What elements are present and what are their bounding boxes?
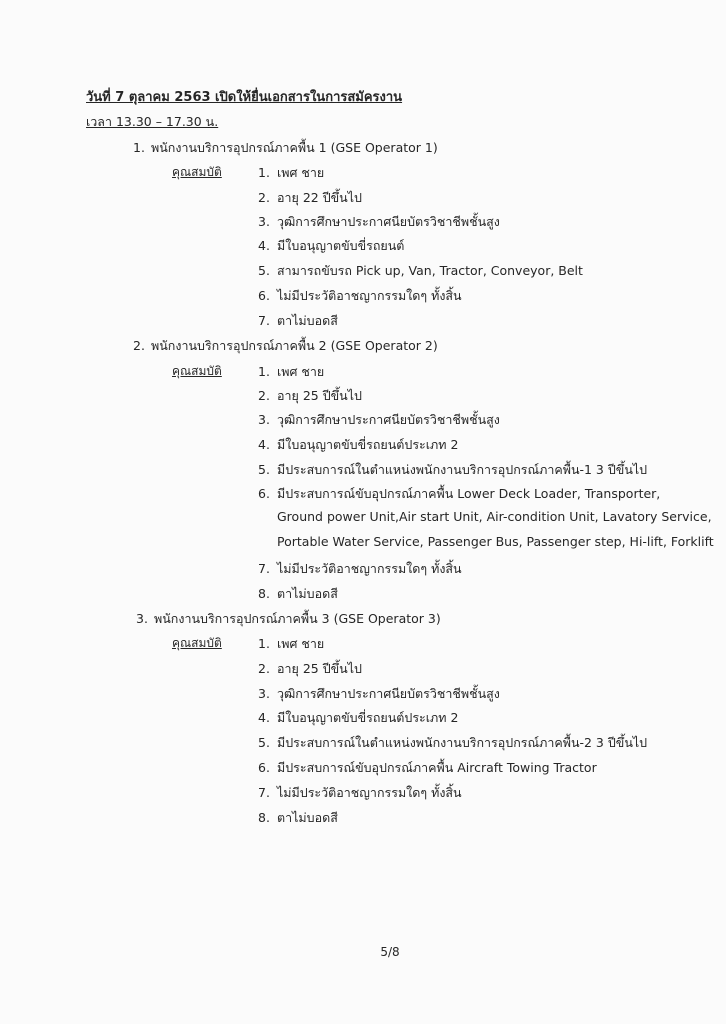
list-item: 6. ไม่มีประวัติอาชญากรรมใดๆ ทั้งสิ้น — [258, 288, 462, 303]
list-item: 6. มีประสบการณ์ขับอุปกรณ์ภาคพื้น Aircraft Towing Tractor — [258, 760, 597, 775]
page-number: 5/8 — [380, 945, 400, 959]
position-number: 2. — [133, 338, 145, 353]
list-item: 7. ตาไม่บอดสี — [258, 313, 338, 328]
list-item: 2. อายุ 25 ปีขึ้นไป — [258, 388, 362, 403]
position-name: พนักงานบริการอุปกรณ์ภาคพื้น 3 (GSE Operator 3) — [154, 611, 441, 626]
list-item: 3. วุฒิการศึกษาประกาศนียบัตรวิชาชีพชั้นสูง — [258, 412, 500, 427]
qualification-label: คุณสมบัติ — [172, 364, 222, 378]
list-item: 7. ไม่มีประวัติอาชญากรรมใดๆ ทั้งสิ้น — [258, 785, 462, 800]
list-item-continuation: Ground power Unit,Air start Unit, Air-condition Unit, Lavatory Service, — [277, 509, 712, 524]
position-title-2 — [133, 336, 438, 356]
list-item: 7. ไม่มีประวัติอาชญากรรมใดๆ ทั้งสิ้น — [258, 561, 462, 576]
list-item: 4. มีใบอนุญาตขับขี่รถยนต์ — [258, 238, 405, 253]
position-title-1 — [133, 138, 438, 158]
page-title: วันที่ 7 ตุลาคม 2563 เปิดให้ยื่นเอกสารในการสมัครงาน — [86, 90, 403, 105]
list-item: 3. วุฒิการศึกษาประกาศนียบัตรวิชาชีพชั้นสูง — [258, 214, 500, 229]
list-item: 8. ตาไม่บอดสี — [258, 810, 338, 825]
list-item: 2. อายุ 22 ปีขึ้นไป — [258, 190, 362, 205]
time-range: เวลา 13.30 – 17.30 น. — [86, 114, 219, 129]
list-item: 8. ตาไม่บอดสี — [258, 586, 338, 601]
position-number: 1. — [133, 140, 145, 155]
qualification-label: คุณสมบัติ — [172, 165, 222, 179]
qualification-label: คุณสมบัติ — [172, 636, 222, 650]
list-item: 5. มีประสบการณ์ในตำแหน่งพนักงานบริการอุปกรณ์ภาคพื้น-1 3 ปีขึ้นไป — [258, 462, 648, 477]
list-item: 6. มีประสบการณ์ขับอุปกรณ์ภาคพื้น Lower Deck Loader, Transporter, — [258, 486, 661, 501]
list-item: 2. อายุ 25 ปีขึ้นไป — [258, 661, 362, 676]
list-item: 4. มีใบอนุญาตขับขี่รถยนต์ประเภท 2 — [258, 437, 459, 452]
position-name: พนักงานบริการอุปกรณ์ภาคพื้น 1 (GSE Operator 1) — [151, 140, 438, 155]
list-item: 1. เพศ ชาย — [258, 364, 325, 379]
position-name: พนักงานบริการอุปกรณ์ภาคพื้น 2 (GSE Operator 2) — [151, 338, 438, 353]
list-item: 1. เพศ ชาย — [258, 165, 325, 180]
list-item: 4. มีใบอนุญาตขับขี่รถยนต์ประเภท 2 — [258, 710, 459, 725]
list-item: 3. วุฒิการศึกษาประกาศนียบัตรวิชาชีพชั้นสูง — [258, 686, 500, 701]
list-item: 5. มีประสบการณ์ในตำแหน่งพนักงานบริการอุปกรณ์ภาคพื้น-2 3 ปีขึ้นไป — [258, 735, 648, 750]
list-item: 1. เพศ ชาย — [258, 636, 325, 651]
position-number: 3. — [136, 611, 148, 626]
position-title-3 — [136, 609, 441, 629]
list-item-continuation: Portable Water Service, Passenger Bus, Passenger step, Hi-lift, Forklift — [277, 534, 714, 549]
list-item: 5. สามารถขับรถ Pick up, Van, Tractor, Conveyor, Belt — [258, 263, 583, 278]
